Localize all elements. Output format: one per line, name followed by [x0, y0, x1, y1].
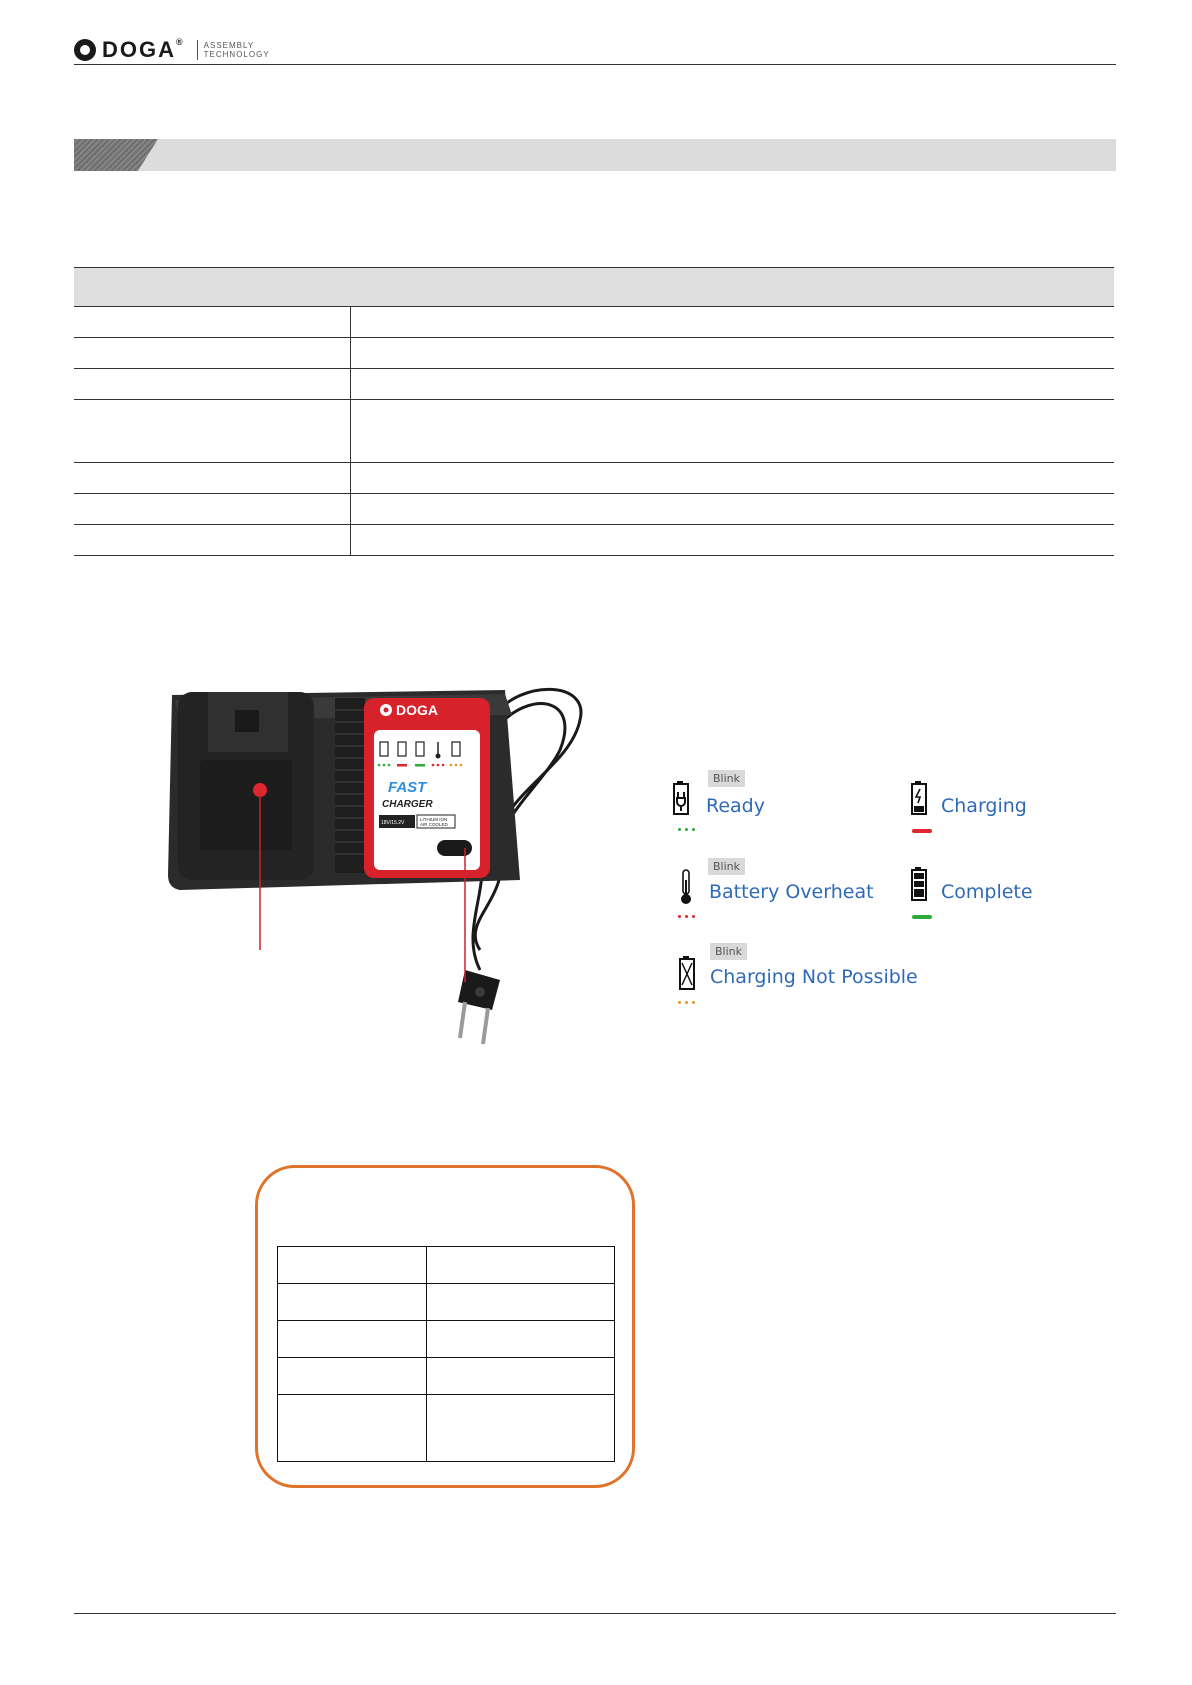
battery-full-icon: [910, 866, 930, 902]
table-row: [74, 338, 1114, 369]
legend-overheat-label: Battery Overheat: [709, 881, 874, 903]
complete-led-bar: [912, 915, 932, 919]
section-heading-band: [74, 139, 1116, 171]
specification-table: [74, 267, 1114, 556]
blink-tag: Blink: [708, 858, 745, 875]
blink-tag: Blink: [708, 770, 745, 787]
table-row: [74, 400, 1114, 463]
battery-plug-icon: [672, 780, 692, 816]
legend-charging: [910, 780, 930, 821]
table-row: [278, 1321, 615, 1358]
panel-type-badge-line2: AIR COOLED: [420, 822, 448, 827]
footer-rule: [74, 1613, 1116, 1614]
table-row: [278, 1284, 615, 1321]
legend-not-possible: [678, 955, 698, 996]
doga-logo: [74, 38, 270, 62]
logo-separator: [197, 40, 198, 60]
brand-name: DOGA: [102, 37, 176, 62]
legend-charging-label: Charging: [941, 795, 1027, 817]
panel-button: [437, 840, 472, 856]
legend-complete-label: Complete: [941, 881, 1033, 903]
not-possible-led-dots: [678, 1001, 699, 1004]
battery-x-icon: [678, 955, 698, 991]
thermometer-icon: [678, 868, 694, 906]
battery-charging-icon: [910, 780, 930, 816]
panel-charger-text: CHARGER: [382, 799, 433, 810]
table-row: [74, 525, 1114, 556]
header-rule: [74, 64, 1116, 65]
legend-ready: [672, 780, 692, 821]
panel-brand: DOGA: [396, 702, 438, 718]
panel-voltage-badge: 18V/15.2V: [381, 820, 405, 826]
legend-ready-label: Ready: [706, 795, 765, 817]
table-row: [278, 1395, 615, 1462]
legend-not-possible-label: Charging Not Possible: [710, 966, 918, 988]
table-row: [74, 369, 1114, 400]
legend-overheat: [678, 868, 694, 911]
registered-mark: ®: [176, 37, 185, 47]
charger-illustration: [160, 680, 600, 1080]
table-row: [278, 1247, 615, 1284]
table-row: [278, 1358, 615, 1395]
table-row: [74, 307, 1114, 338]
panel-fast-text: FAST: [388, 779, 427, 796]
blink-tag: Blink: [710, 943, 747, 960]
table-row: [74, 494, 1114, 525]
charger-body: [168, 690, 520, 890]
charging-led-bar: [912, 829, 932, 833]
logo-tagline: ASSEMBLY TECHNOLOGY: [203, 41, 270, 59]
overheat-led-dots: [678, 915, 699, 918]
legend-complete: [910, 866, 930, 907]
doga-logo-mark: [74, 39, 96, 61]
table-header-row: [74, 268, 1114, 307]
table-row: [74, 463, 1114, 494]
ready-led-dots: [678, 828, 699, 831]
panel-type-badge-line1: LITHIUM ION: [420, 817, 448, 822]
highlight-table: [277, 1246, 615, 1462]
